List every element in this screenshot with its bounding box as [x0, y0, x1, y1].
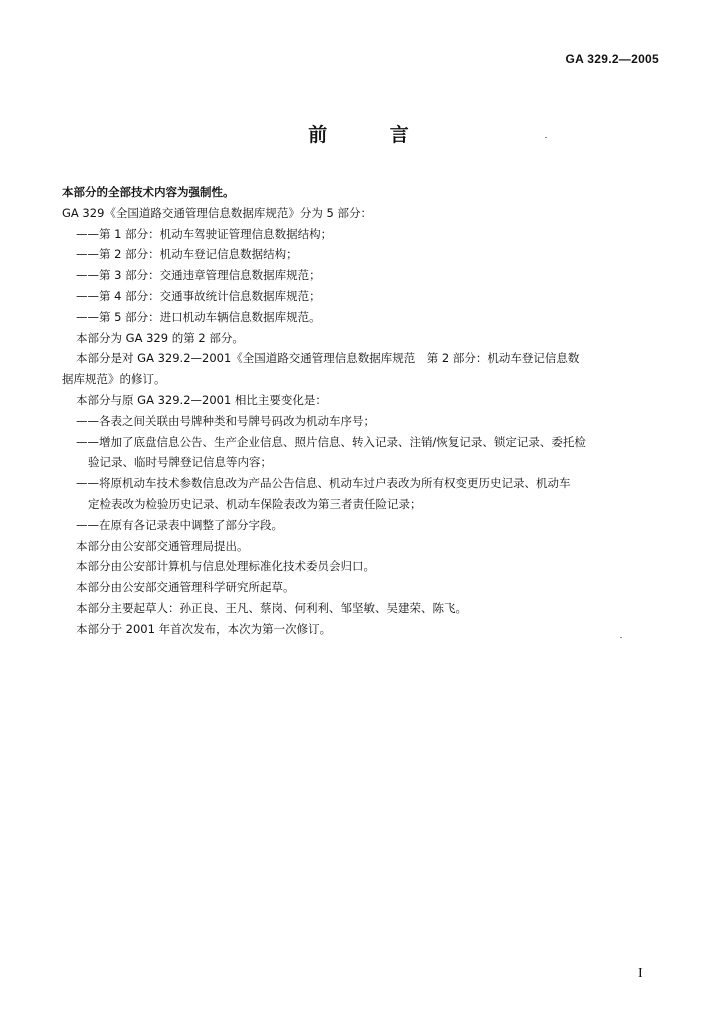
paragraph-line: 本部分为 GA 329 的第 2 部分。: [76, 330, 244, 345]
list-item: ——各表之间关联由号牌种类和号牌号码改为机动车序号；: [76, 413, 375, 428]
paragraph-line: 本部分由公安部交通管理局提出。: [76, 538, 249, 553]
list-item-continuation: 定检表改为检验历史记录、机动车保险表改为第三者责任险记录；: [88, 496, 422, 511]
paragraph-line: GA 329《全国道路交通管理信息数据库规范》分为 5 部分：: [62, 205, 373, 220]
list-item: ——第 2 部分：机动车登记信息数据结构；: [76, 247, 298, 262]
paragraph-line: 本部分是对 GA 329.2—2001《全国道路交通管理信息数据库规范 第 2 部分：机动车登记信息数: [76, 351, 580, 366]
paragraph-line: 本部分主要起草人：孙正良、王凡、蔡岗、何利利、邹坚敏、吴建荣、陈飞。: [76, 600, 467, 615]
list-item: ——在原有各记录表中调整了部分字段。: [76, 517, 283, 532]
list-item: ——第 3 部分：交通违章管理信息数据库规范；: [76, 268, 321, 283]
list-item-continuation: 验记录、临时号牌登记信息等内容；: [88, 455, 272, 470]
scan-speck: [545, 137, 547, 138]
body-text: [62, 182, 662, 640]
paragraph-line: 本部分于 2001 年首次发布，本次为第一次修订。: [76, 621, 332, 636]
document-code: GA 329.2—2005: [565, 52, 659, 66]
page-title: 前 言: [308, 124, 437, 146]
list-item: ——将原机动车技术参数信息改为产品公告信息、机动车过户表改为所有权变更历史记录、机动车: [76, 476, 571, 491]
paragraph-line: 本部分由公安部计算机与信息处理标准化技术委员会归口。: [76, 559, 375, 574]
page-number: I: [638, 966, 643, 981]
paragraph-line: 据库规范》的修订。: [62, 372, 166, 387]
paragraph-line: 本部分与原 GA 329.2—2001 相比主要变化是：: [76, 392, 327, 407]
paragraph-line: 本部分的全部技术内容为强制性。: [62, 185, 235, 199]
list-item: ——第 4 部分：交通事故统计信息数据库规范；: [76, 288, 321, 303]
list-item: ——增加了底盘信息公告、生产企业信息、照片信息、转入记录、注销/恢复记录、锁定记录、委托检: [76, 434, 586, 449]
list-item: ——第 1 部分：机动车驾驶证管理信息数据结构；: [76, 226, 333, 241]
scan-speck: [620, 637, 622, 638]
list-item: ——第 5 部分：进口机动车辆信息数据库规范。: [76, 309, 321, 324]
paragraph-line: 本部分由公安部交通管理科学研究所起草。: [76, 580, 295, 595]
